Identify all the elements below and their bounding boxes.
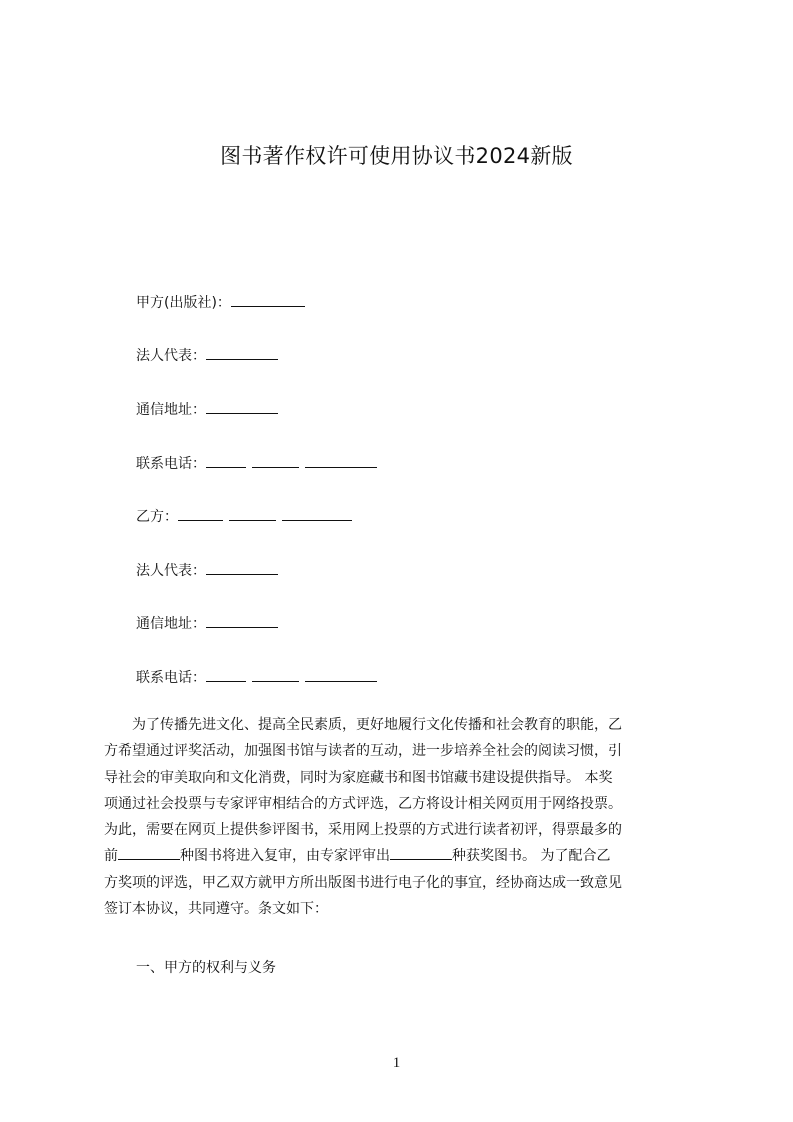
party-a-address-label: 通信地址： — [136, 402, 206, 418]
party-a-name-field — [136, 292, 305, 313]
party-a-name-label: 甲方(出版社)： — [136, 295, 231, 311]
party-a-name-blank — [231, 292, 305, 307]
party-b-phone-blank-2 — [252, 667, 299, 682]
party-a-rep-label: 法人代表： — [136, 348, 206, 364]
body-line-4: 项通过社会投票与专家评审相结合的方式评选，乙方将设计相关网页用于网络投票。 — [104, 795, 622, 812]
party-b-address-blank — [206, 613, 278, 628]
party-b-name-blank-1 — [178, 506, 223, 521]
party-b-name-label: 乙方： — [136, 509, 178, 525]
party-b-name-field — [136, 506, 352, 527]
body-line-6-part-2: 种图书将进入复审，由专家评审出 — [180, 848, 390, 865]
body-line-1: 为了传播先进文化、提高全民素质，更好地履行文化传播和社会教育的职能，乙 — [132, 717, 622, 733]
party-a-rep-blank — [206, 345, 278, 360]
party-a-address-field — [136, 399, 278, 420]
body-line-2: 方希望通过评奖活动，加强图书馆与读者的互动，进一步培养全社会的阅读习惯，引 — [104, 743, 622, 760]
document-title: 图书著作权许可使用协议书2024新版 — [220, 144, 573, 168]
body-line-3: 导社会的审美取向和文化消费，同时为家庭藏书和图书馆藏书建设提供指导。 本奖 — [104, 769, 613, 786]
party-b-address-field — [136, 613, 278, 634]
section-heading: 一、甲方的权利与义务 — [136, 960, 276, 976]
party-a-phone-blank-2 — [252, 453, 299, 468]
body-line-6-part-3: 种获奖图书。 为了配合乙 — [452, 848, 611, 865]
party-b-phone-blank-3 — [305, 667, 377, 682]
party-b-name-blank-2 — [229, 506, 276, 521]
party-b-address-label: 通信地址： — [136, 616, 206, 632]
party-b-rep-blank — [206, 560, 278, 575]
body-line-6 — [104, 843, 699, 869]
party-a-phone-blank-3 — [305, 453, 377, 468]
review-count-blank — [118, 845, 180, 860]
body-line-8: 签订本协议，共同遵守。条文如下： — [104, 901, 328, 918]
party-a-address-blank — [206, 399, 278, 414]
body-line-6-part-1: 前 — [104, 848, 118, 865]
body-line-7: 方奖项的评选，甲乙双方就甲方所出版图书进行电子化的事宜，经协商达成一致意见 — [104, 874, 622, 891]
party-b-phone-field — [136, 667, 377, 688]
agreement-preamble — [104, 712, 716, 922]
body-line-5: 为此，需要在网页上提供参评图书，采用网上投票的方式进行读者初评，得票最多的 — [104, 822, 622, 839]
party-a-phone-field — [136, 453, 377, 474]
party-b-name-blank-3 — [282, 506, 352, 521]
party-a-rep-field — [136, 345, 278, 366]
party-b-phone-label: 联系电话： — [136, 670, 206, 686]
party-b-phone-blank-1 — [206, 667, 246, 682]
party-a-phone-label: 联系电话： — [136, 456, 206, 472]
page-number: 1 — [392, 1055, 401, 1071]
award-count-blank — [390, 845, 452, 860]
party-b-rep-field — [136, 560, 278, 581]
party-b-rep-label: 法人代表： — [136, 563, 206, 579]
party-a-phone-blank-1 — [206, 453, 246, 468]
